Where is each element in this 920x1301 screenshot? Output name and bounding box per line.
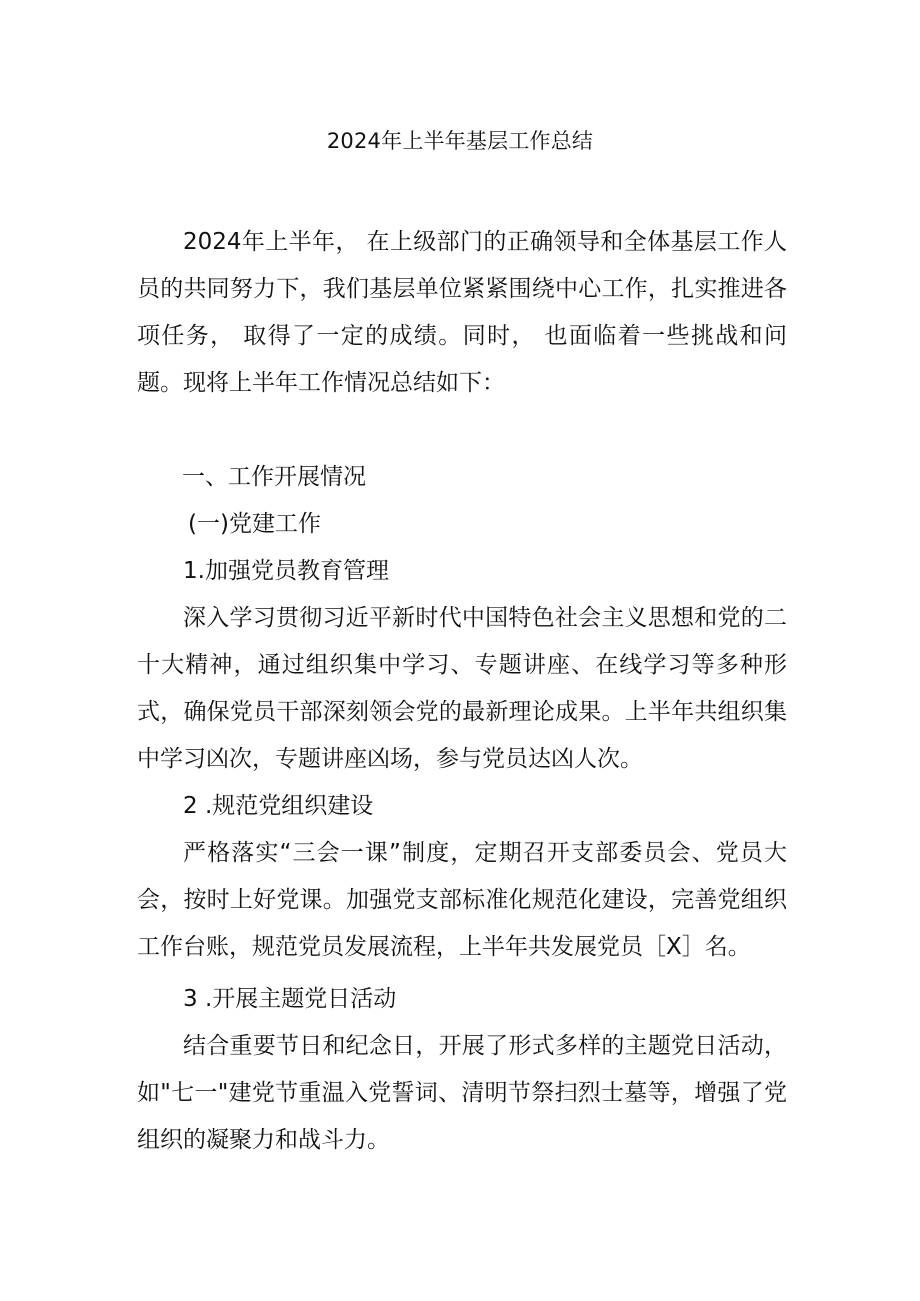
item-body-2: 严格落实“三会一课”制度，定期召开支部委员会、党员大会，按时上好党课。加强党支部标准化规范化建设，完善党组织工作台账，规范党员发展流程，上半年共发展党员［X］名。 (137, 840, 787, 960)
item-body-3: 结合重要节日和纪念日，开展了形式多样的主题党日活动，如"七一"建党节重温入党誓词、清明节祭扫烈士墓等，增强了党组织的凝聚力和战斗力。 (137, 1033, 787, 1153)
intro-paragraph: 2024年上半年， 在上级部门的正确领导和全体基层工作人员的共同努力下，我们基层单位紧紧围绕中心工作，扎实推进各项任务， 取得了一定的成绩。同时， 也面临着一些挑战和问题。现将上半年工作情况总结如下： (137, 229, 787, 396)
subsection-heading: (一)党建工作 (188, 511, 321, 537)
item-heading-3: 3 .开展主题党日活动 (183, 986, 397, 1012)
section-heading: 一、工作开展情况 (182, 464, 366, 490)
item-heading-2: 2 .规范党组织建设 (183, 793, 374, 819)
document-title: 2024年上半年基层工作总结 (326, 129, 594, 153)
item-heading-1: 1.加强党员教育管理 (183, 558, 389, 584)
item-body-1: 深入学习贯彻习近平新时代中国特色社会主义思想和党的二十大精神，通过组织集中学习、专题讲座、在线学习等多种形式，确保党员干部深刻领会党的最新理论成果。上半年共组织集中学习凶次，专题讲座凶场，参与党员达凶人次。 (137, 605, 787, 772)
